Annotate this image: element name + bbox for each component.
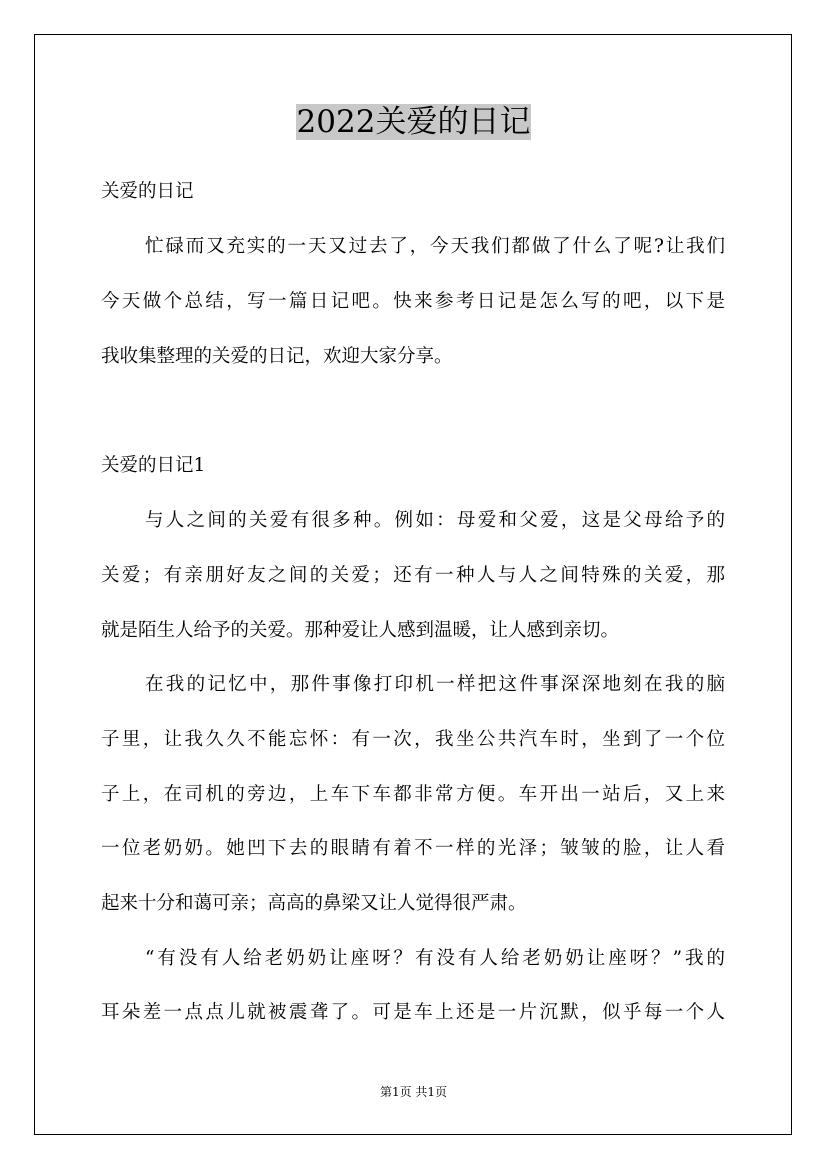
paragraph-line: 子里，让我久久不能忘怀：有一次，我坐公共汽车时，坐到了一个位 xyxy=(101,729,725,750)
page-number-footer: 第1页 共1页 xyxy=(379,1085,448,1099)
document-title-text: 2022关爱的日记 xyxy=(296,104,531,140)
paragraph-line: 就是陌生人给予的关爱。那种爱让人感到温暖，让人感到亲切。 xyxy=(101,620,620,641)
document-title xyxy=(0,100,827,144)
paragraph-line: 今天做个总结，写一篇日记吧。快来参考日记是怎么写的吧，以下是 xyxy=(101,291,725,312)
paragraph-line: 关爱；有亲朋好友之间的关爱；还有一种人与人之间特殊的关爱，那 xyxy=(101,565,725,586)
section-heading: 关爱的日记 xyxy=(101,181,194,202)
paragraph-line: 子上，在司机的旁边，上车下车都非常方便。车开出一站后，又上来 xyxy=(101,784,725,805)
paragraph-line: 我收集整理的关爱的日记，欢迎大家分享。 xyxy=(101,346,453,367)
paragraph-line: 起来十分和蔼可亲；高高的鼻梁又让人觉得很严肃。 xyxy=(101,893,527,914)
paragraph-line: “有没有人给老奶奶让座呀？有没有人给老奶奶让座呀？”我的 xyxy=(145,948,725,969)
paragraph-line: 耳朵差一点点儿就被震聋了。可是车上还是一片沉默，似乎每一个人 xyxy=(101,1002,725,1023)
section-heading: 关爱的日记1 xyxy=(101,455,206,476)
paragraph-line: 一位老奶奶。她凹下去的眼睛有着不一样的光泽；皱皱的脸，让人看 xyxy=(101,838,725,859)
paragraph-line: 与人之间的关爱有很多种。例如：母爱和父爱，这是父母给予的 xyxy=(145,510,725,531)
paragraph-line: 忙碌而又充实的一天又过去了，今天我们都做了什么了呢?让我们 xyxy=(145,236,725,257)
paragraph-line: 在我的记忆中，那件事像打印机一样把这件事深深地刻在我的脑 xyxy=(145,674,725,695)
